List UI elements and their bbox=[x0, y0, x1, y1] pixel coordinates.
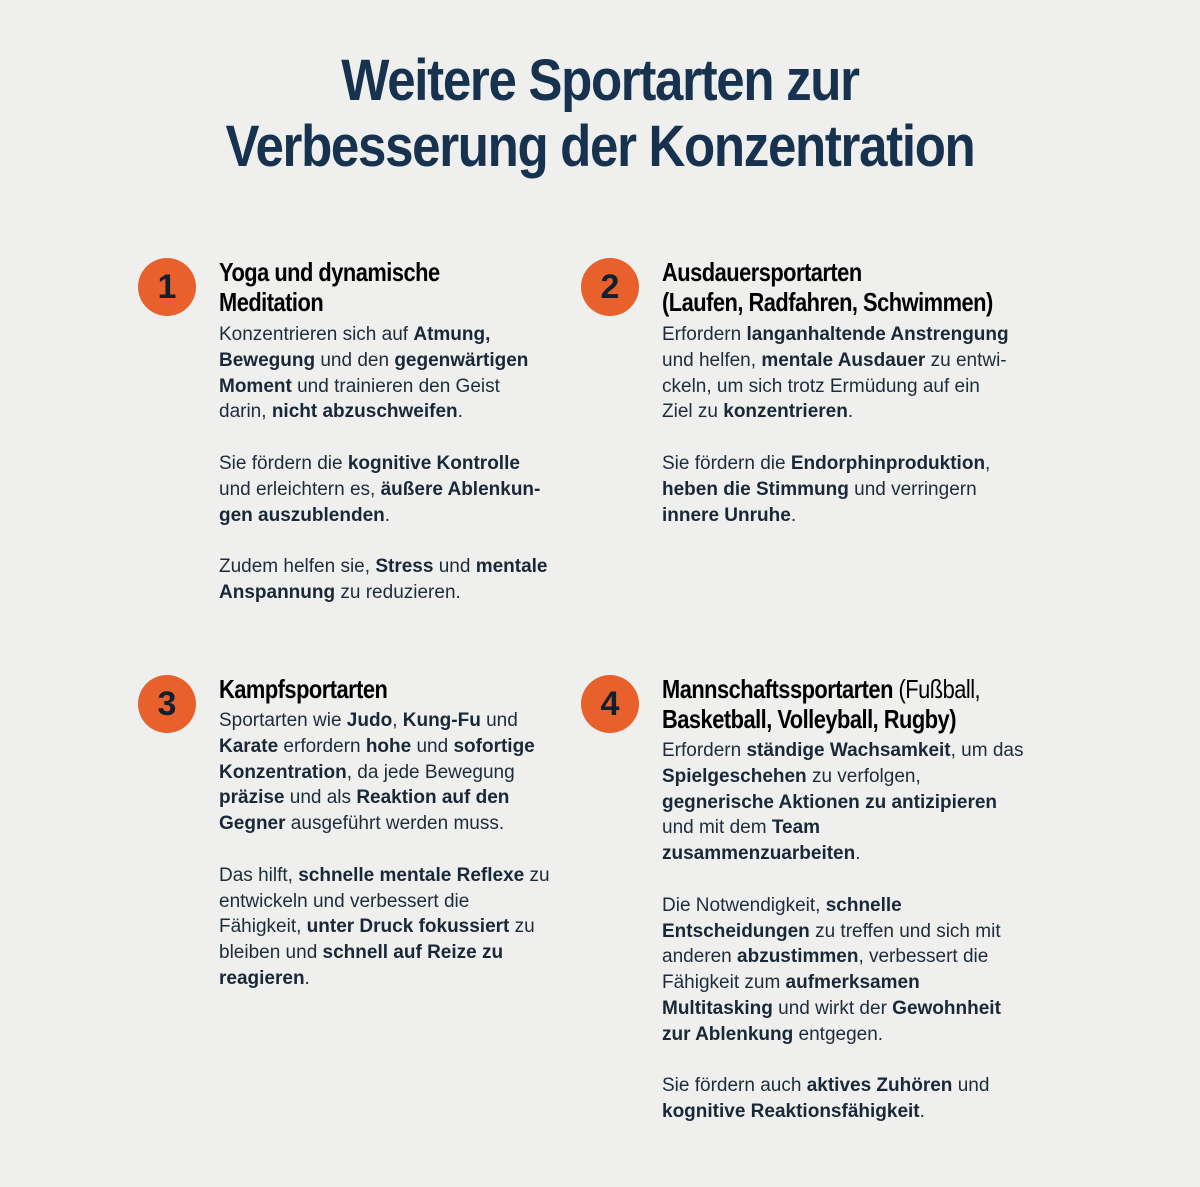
card-body bbox=[662, 322, 1062, 554]
card-heading bbox=[662, 257, 993, 317]
emphasis-text: Stress bbox=[375, 556, 434, 578]
heading-line-1: Yoga und dynamische bbox=[219, 257, 440, 287]
heading-line-1-bold: Mannschaftssportarten bbox=[662, 674, 893, 704]
heading-line-1: Kampfsportarten bbox=[219, 674, 388, 704]
emphasis-text: gegnerische Aktionen zu antizipieren bbox=[662, 791, 998, 813]
card-body bbox=[219, 322, 594, 632]
emphasis-text: nicht abzuschweifen bbox=[271, 401, 458, 423]
title-line-2: Verbesserung der Konzentration bbox=[225, 114, 975, 179]
emphasis-text: aktives Zuhören bbox=[806, 1075, 953, 1097]
card-paragraph: Die Notwendigkeit, schnelle Entscheidungen zu treffen und sich mit anderen abzustimmen, verbessert die Fähigkeit zum aufmerksamen Multitasking und wirkt der Gewohnheit zur Ablenkung entgegen. bbox=[662, 894, 1001, 1045]
number-badge: 2 bbox=[581, 258, 639, 316]
emphasis-text: innere Unruhe bbox=[662, 504, 791, 526]
number-badge: 4 bbox=[581, 675, 639, 733]
heading-line-1: Ausdauersportarten bbox=[662, 257, 862, 287]
emphasis-text: konzentrieren bbox=[723, 401, 848, 423]
emphasis-text: mentale bbox=[475, 556, 548, 578]
heading-line-1-light: (Fußball, bbox=[892, 674, 981, 704]
heading-line-1 bbox=[662, 674, 980, 704]
card-paragraph: Sie fördern die Endorphinproduktion, heben die Stimmung und verringern innere Unruhe. bbox=[662, 452, 991, 526]
emphasis-text: hohe bbox=[365, 735, 412, 757]
emphasis-text: ständige Wachsamkeit bbox=[746, 740, 951, 761]
emphasis-text: Endorphinproduktion bbox=[790, 452, 986, 474]
heading-line-2: Meditation bbox=[219, 287, 324, 317]
emphasis-text: unter Druck fokussiert bbox=[306, 916, 510, 938]
emphasis-text: Gewohnheit bbox=[892, 997, 1001, 1019]
emphasis-text: Reaktion auf den bbox=[356, 787, 510, 809]
emphasis-text: sofortige bbox=[453, 735, 535, 757]
emphasis-text: aufmerksamen bbox=[785, 972, 920, 994]
emphasis-text: präzise bbox=[219, 787, 285, 809]
emphasis-text: Judo bbox=[346, 710, 393, 731]
emphasis-text: gen auszublenden bbox=[219, 504, 385, 526]
emphasis-text: gegenwärtigen bbox=[394, 349, 529, 371]
emphasis-text: Team bbox=[771, 817, 821, 839]
emphasis-text: reagieren bbox=[219, 967, 305, 989]
emphasis-text: schnell auf Reize zu bbox=[322, 942, 504, 964]
emphasis-text: Entscheidungen bbox=[662, 920, 810, 942]
emphasis-text: Gegner bbox=[219, 813, 286, 835]
emphasis-text: Multitasking bbox=[662, 997, 773, 1019]
card-heading bbox=[662, 674, 980, 734]
emphasis-text: Karate bbox=[219, 735, 279, 757]
emphasis-text: langanhaltende Anstrengung bbox=[746, 324, 1009, 345]
number-badge: 1 bbox=[138, 258, 196, 316]
card-paragraph: Sie fördern die kognitive Kontrolle und erleichtern es, äußere Ablenkun- gen auszublenden. bbox=[219, 452, 541, 526]
number-badge: 3 bbox=[138, 675, 196, 733]
emphasis-text: Spielgeschehen bbox=[662, 765, 807, 787]
emphasis-text: Anspannung bbox=[219, 581, 336, 603]
card-paragraph: Konzentrieren sich auf Atmung, Bewegung und den gegenwärtigen Moment und trainieren den Geist darin, nicht abzuschweifen. bbox=[219, 324, 529, 423]
card-heading bbox=[219, 674, 387, 704]
emphasis-text: schnelle mentale Reflexe bbox=[298, 864, 525, 886]
card-paragraph: Sportarten wie Judo, Kung-Fu und Karate erfordern hohe und sofortige Konzentration, da jede Bewegung präzise und als Reaktion auf den Gegner ausgeführt werden muss. bbox=[219, 710, 535, 835]
emphasis-text: zusammenzuarbeiten bbox=[662, 843, 856, 865]
emphasis-text: Moment bbox=[219, 375, 292, 397]
emphasis-text: kognitive Reaktionsfähigkeit bbox=[662, 1101, 920, 1123]
emphasis-text: Kung-Fu bbox=[402, 710, 481, 731]
card-body bbox=[662, 738, 1072, 1151]
card-paragraph: Erfordern langanhaltende Anstrengung und helfen, mentale Ausdauer zu entwi- ckeln, um sich trotz Ermüdung auf ein Ziel zu konzentrieren. bbox=[662, 324, 1009, 423]
emphasis-text: Bewegung bbox=[219, 349, 316, 371]
emphasis-text: Konzentration bbox=[219, 761, 347, 783]
card-body bbox=[219, 708, 594, 1018]
page-title bbox=[72, 48, 1128, 180]
card-paragraph: Das hilft, schnelle mentale Reflexe zu entwickeln und verbessert die Fähigkeit, unter Druck fokussiert zu bleiben und schnell auf Reize zu reagieren. bbox=[219, 864, 550, 989]
emphasis-text: abzustimmen bbox=[737, 946, 859, 968]
emphasis-text: äußere Ablenkun- bbox=[380, 478, 541, 500]
emphasis-text: zur Ablenkung bbox=[662, 1023, 794, 1045]
emphasis-text: mentale Ausdauer bbox=[761, 349, 926, 371]
card-paragraph: Sie fördern auch aktives Zuhören und kognitive Reaktionsfähigkeit. bbox=[662, 1075, 990, 1123]
emphasis-text: kognitive Kontrolle bbox=[347, 452, 520, 474]
card-paragraph: Zudem helfen sie, Stress und mentale Anspannung zu reduzieren. bbox=[219, 556, 548, 603]
emphasis-text: schnelle bbox=[825, 894, 902, 916]
card-heading bbox=[219, 257, 440, 317]
emphasis-text: heben die Stimmung bbox=[662, 478, 849, 500]
heading-line-2: (Laufen, Radfahren, Schwimmen) bbox=[662, 287, 993, 317]
heading-line-2: Basketball, Volleyball, Rugby) bbox=[662, 704, 956, 734]
title-line-1: Weitere Sportarten zur bbox=[341, 48, 859, 113]
card-paragraph: Erfordern ständige Wachsamkeit, um das Spielgeschehen zu verfolgen, gegnerische Aktionen zu antizipieren und mit dem Team zusammenzuarbeiten. bbox=[662, 740, 1024, 865]
emphasis-text: Atmung, bbox=[413, 324, 491, 345]
